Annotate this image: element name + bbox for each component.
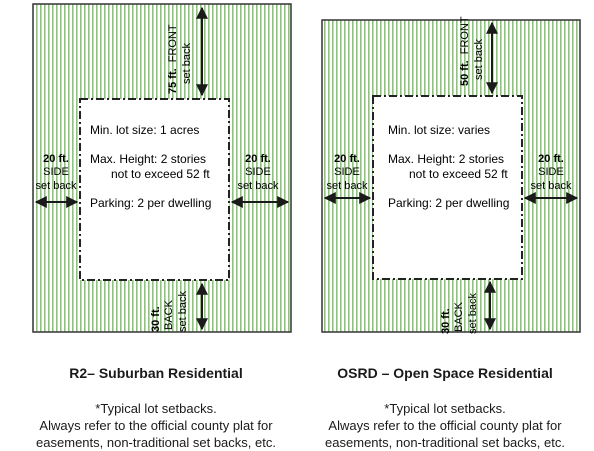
back-value: 30 ft.: [440, 308, 452, 334]
note-line-1: *Typical lot setbacks.: [384, 401, 506, 416]
left-side-label: SIDE: [43, 166, 69, 178]
max-height-limit: not to exceed 52 ft: [111, 167, 210, 181]
left-side-value: 20 ft.: [334, 153, 360, 165]
right-side-label2: set back: [237, 180, 279, 192]
min-lot-size: Min. lot size: varies: [388, 123, 491, 137]
back-label2: set back: [467, 293, 479, 334]
zone-title-osrd: OSRD – Open Space Residential: [337, 365, 553, 381]
note-line-3: easements, non-traditional set backs, etc.: [36, 435, 276, 450]
svg-text:50 ft. FRONT: [459, 16, 471, 86]
max-height: Max. Height: 2 stories: [90, 152, 207, 166]
front-label: FRONT: [459, 16, 471, 55]
note-line-2: Always refer to the official county plat for: [39, 418, 273, 433]
front-label: FRONT: [167, 24, 179, 63]
note-line-3: easements, non-traditional set backs, etc.: [325, 435, 565, 450]
back-value: 30 ft.: [150, 306, 162, 332]
lot-diagram-osrd: [322, 16, 580, 334]
right-side-label: SIDE: [245, 166, 271, 178]
front-value: 75 ft.: [167, 68, 179, 94]
setback-note-r2: [11, 400, 301, 451]
lot-diagram-r2: [33, 4, 291, 332]
max-height-limit: not to exceed 52 ft: [409, 167, 508, 181]
left-side-label2: set back: [326, 180, 368, 192]
left-side-label: SIDE: [334, 166, 360, 178]
back-label: BACK: [163, 300, 175, 330]
front-value: 50 ft.: [459, 60, 471, 86]
left-side-label2: set back: [35, 180, 77, 192]
front-label2: set back: [473, 39, 485, 80]
note-line-2: Always refer to the official county plat for: [328, 418, 562, 433]
right-side-value: 20 ft.: [245, 153, 271, 165]
max-height: Max. Height: 2 stories: [388, 152, 505, 166]
front-label2: set back: [181, 43, 193, 84]
parking: Parking: 2 per dwelling: [90, 196, 212, 210]
right-side-value: 20 ft.: [538, 153, 564, 165]
right-side-label2: set back: [530, 180, 572, 192]
svg-text:75 ft. FRONT: [167, 24, 179, 94]
zone-title-r2: R2– Suburban Residential: [69, 365, 243, 381]
right-side-label: SIDE: [538, 166, 564, 178]
left-side-value: 20 ft.: [43, 153, 69, 165]
back-label2: set back: [177, 291, 189, 332]
note-line-1: *Typical lot setbacks.: [95, 401, 217, 416]
min-lot-size: Min. lot size: 1 acres: [90, 123, 200, 137]
setback-note-osrd: [300, 400, 590, 451]
parking: Parking: 2 per dwelling: [388, 196, 510, 210]
back-label: BACK: [453, 302, 465, 332]
